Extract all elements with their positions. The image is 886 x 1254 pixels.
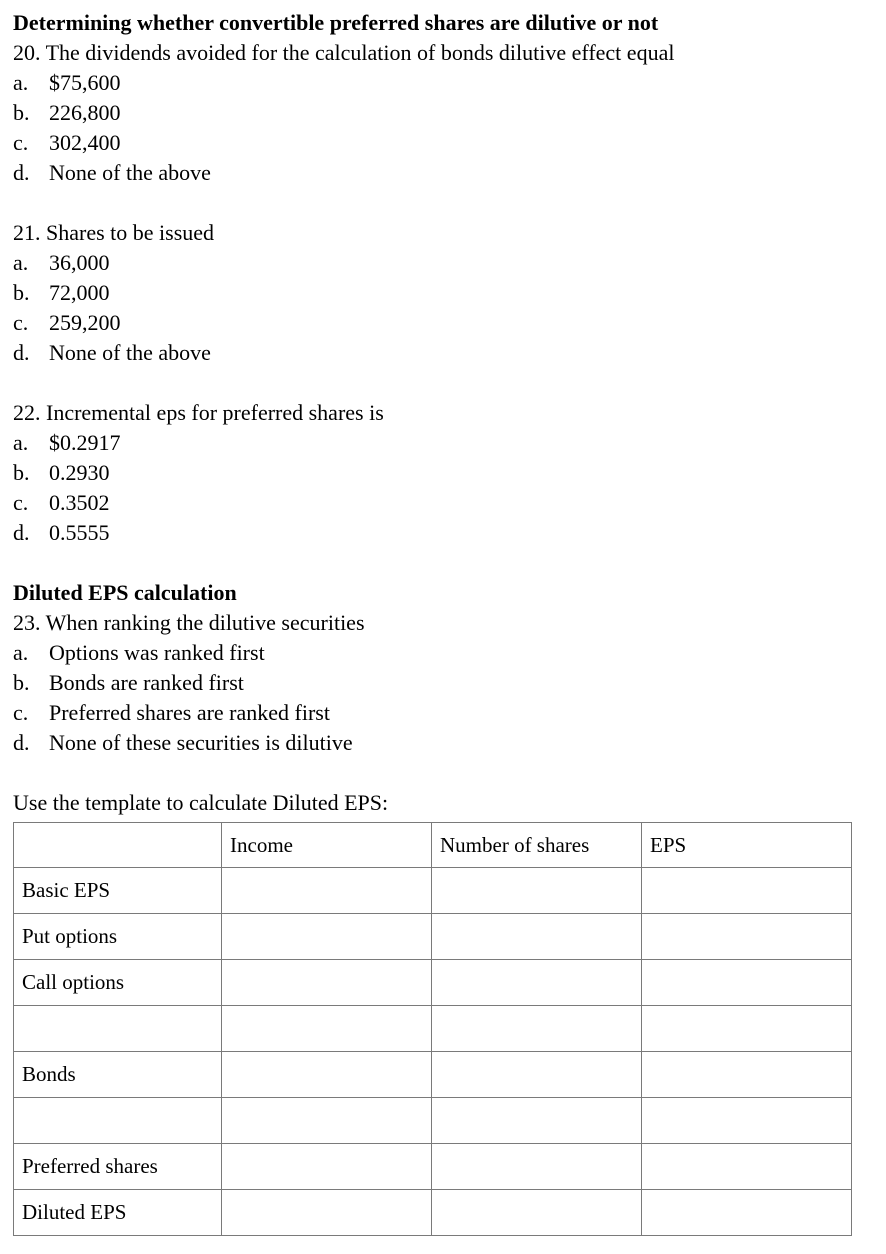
row-label-blank: [14, 1098, 222, 1144]
table-row: [14, 1144, 852, 1190]
option-letter: b.: [13, 460, 30, 485]
option-letter: d.: [13, 730, 30, 755]
question-23-option-c: [13, 698, 873, 728]
income-cell[interactable]: [222, 1144, 432, 1190]
header-cell-eps: EPS: [642, 823, 852, 868]
section-heading-convertible-preferred: Determining whether convertible preferred shares are dilutive or not: [13, 10, 659, 35]
shares-cell[interactable]: [432, 1144, 642, 1190]
table-row: [14, 1190, 852, 1236]
income-cell[interactable]: [222, 960, 432, 1006]
document-page: [13, 8, 873, 818]
option-letter: d.: [13, 160, 30, 185]
eps-cell[interactable]: [642, 1144, 852, 1190]
question-20-option-a: [13, 68, 873, 98]
option-text: Preferred shares are ranked first: [49, 700, 330, 725]
option-letter: b.: [13, 100, 30, 125]
eps-cell[interactable]: [642, 1006, 852, 1052]
income-cell[interactable]: [222, 1098, 432, 1144]
option-text: $0.2917: [49, 430, 121, 455]
option-text: Options was ranked first: [49, 640, 265, 665]
option-letter: a.: [13, 430, 29, 455]
spacer: [13, 758, 873, 788]
question-22-option-c: [13, 488, 873, 518]
row-label-preferred-shares: Preferred shares: [14, 1144, 222, 1190]
shares-cell[interactable]: [432, 960, 642, 1006]
row-label-basic-eps: Basic EPS: [14, 868, 222, 914]
shares-cell[interactable]: [432, 1098, 642, 1144]
table-row: [14, 1098, 852, 1144]
option-text: 0.2930: [49, 460, 110, 485]
question-21-option-d: [13, 338, 873, 368]
option-letter: c.: [13, 700, 29, 725]
row-label-bonds: Bonds: [14, 1052, 222, 1098]
question-22-option-b: [13, 458, 873, 488]
eps-cell[interactable]: [642, 914, 852, 960]
income-cell[interactable]: [222, 1052, 432, 1098]
option-text: None of the above: [49, 340, 211, 365]
option-text: 72,000: [49, 280, 110, 305]
question-20-option-b: [13, 98, 873, 128]
spacer: [13, 548, 873, 578]
option-text: 226,800: [49, 100, 121, 125]
option-letter: a.: [13, 640, 29, 665]
shares-cell[interactable]: [432, 868, 642, 914]
table-row: [14, 1052, 852, 1098]
eps-cell[interactable]: [642, 960, 852, 1006]
row-label-call-options: Call options: [14, 960, 222, 1006]
option-text: None of these securities is dilutive: [49, 730, 353, 755]
option-letter: d.: [13, 340, 30, 365]
shares-cell[interactable]: [432, 1006, 642, 1052]
option-text: $75,600: [49, 70, 121, 95]
question-22-option-a: [13, 428, 873, 458]
question-20-option-d: [13, 158, 873, 188]
question-21: 21. Shares to be issued: [13, 220, 215, 245]
income-cell[interactable]: [222, 914, 432, 960]
eps-cell[interactable]: [642, 1052, 852, 1098]
option-text: 259,200: [49, 310, 121, 335]
shares-cell[interactable]: [432, 1052, 642, 1098]
option-text: None of the above: [49, 160, 211, 185]
option-letter: a.: [13, 70, 29, 95]
table-row: [14, 1006, 852, 1052]
option-text: 0.5555: [49, 520, 110, 545]
question-22: 22. Incremental eps for preferred shares is: [13, 400, 384, 425]
header-cell-number-of-shares: Number of shares: [432, 823, 642, 868]
section-heading-diluted-eps: Diluted EPS calculation: [13, 580, 237, 605]
shares-cell[interactable]: [432, 914, 642, 960]
row-label-diluted-eps: Diluted EPS: [14, 1190, 222, 1236]
income-cell[interactable]: [222, 868, 432, 914]
question-21-option-a: [13, 248, 873, 278]
template-intro: Use the template to calculate Diluted EPS:: [13, 790, 389, 815]
eps-cell[interactable]: [642, 868, 852, 914]
income-cell[interactable]: [222, 1006, 432, 1052]
spacer: [13, 368, 873, 398]
option-letter: a.: [13, 250, 29, 275]
eps-cell[interactable]: [642, 1190, 852, 1236]
question-22-option-d: [13, 518, 873, 548]
diluted-eps-template-table: [13, 822, 852, 1236]
option-letter: c.: [13, 130, 29, 155]
question-23-option-a: [13, 638, 873, 668]
table-header-row: [14, 823, 852, 868]
question-21-option-b: [13, 278, 873, 308]
question-20: 20. The dividends avoided for the calculation of bonds dilutive effect equal: [13, 40, 675, 65]
spacer: [13, 188, 873, 218]
question-20-option-c: [13, 128, 873, 158]
option-text: 0.3502: [49, 490, 110, 515]
question-21-option-c: [13, 308, 873, 338]
question-23-option-d: [13, 728, 873, 758]
option-letter: b.: [13, 670, 30, 695]
question-23-option-b: [13, 668, 873, 698]
table-row: [14, 960, 852, 1006]
option-text: Bonds are ranked first: [49, 670, 244, 695]
option-letter: c.: [13, 310, 29, 335]
option-letter: d.: [13, 520, 30, 545]
table-row: [14, 868, 852, 914]
question-23: 23. When ranking the dilutive securities: [13, 610, 365, 635]
header-cell-income: Income: [222, 823, 432, 868]
header-cell-blank: [14, 823, 222, 868]
row-label-blank: [14, 1006, 222, 1052]
option-text: 36,000: [49, 250, 110, 275]
option-letter: b.: [13, 280, 30, 305]
shares-cell[interactable]: [432, 1190, 642, 1236]
row-label-put-options: Put options: [14, 914, 222, 960]
eps-cell[interactable]: [642, 1098, 852, 1144]
income-cell[interactable]: [222, 1190, 432, 1236]
option-letter: c.: [13, 490, 29, 515]
table-row: [14, 914, 852, 960]
option-text: 302,400: [49, 130, 121, 155]
